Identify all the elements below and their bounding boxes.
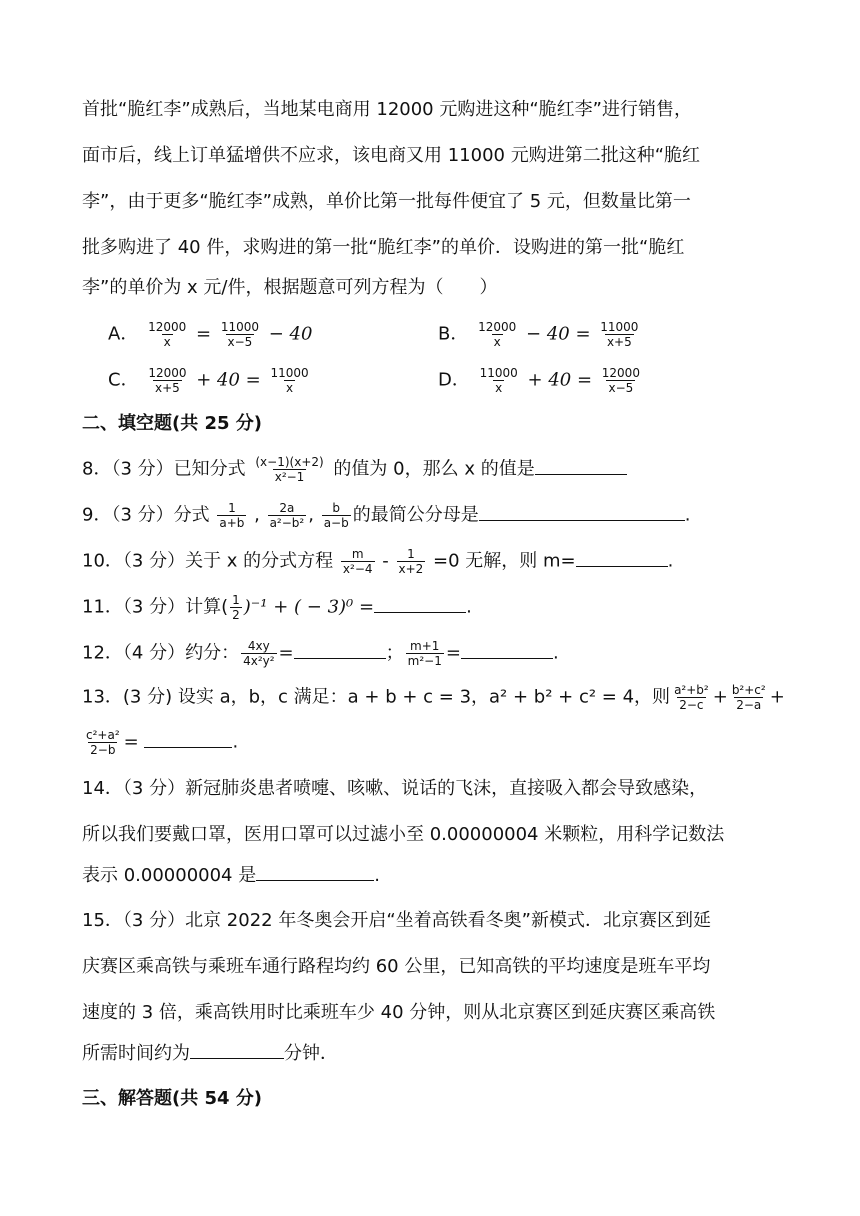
option-b-label: B． [438,323,469,345]
question-15-line-3: 速度的 3 倍，乘高铁用时比乘班车少 40 分钟，则从北京赛区到延庆赛区乘高铁 [82,1002,716,1023]
option-a-fraction-2: $\frac{11000}{x-5}$ [220,320,259,349]
option-c-label: C． [108,369,139,391]
question-15-line-1: 15．（3 分）北京 2022 年冬奥会开启“坐着高铁看冬奥”新模式．北京赛区到延 [82,910,711,931]
intro-line-4: 批多购进了 40 件，求购进的第一批“脆红李”的单价．设购进的第一批“脆红 [82,237,685,258]
intro-line-1: 首批“脆红李”成熟后，当地某电商用 12000 元购进这种“脆红李”进行销售， [82,99,693,120]
section-2-heading: 二、填空题(共 25 分) [82,413,263,434]
question-13: 13．(3 分) 设实 a，b，c 满足：a + b + c = 3，a² + b² + c² = 4，则 $\frac{\text{a²+b²}}{2-c}$ + $\frac{\text{b²+c²}}{2-a}$ + [82,683,785,712]
option-b[interactable] [438,320,642,349]
question-15-line-4: 所需时间约为 分钟． [82,1040,338,1067]
q10-answer-blank[interactable] [576,548,668,567]
option-c-mid: + 40 = [196,369,261,391]
question-8: 8．（3 分）已知分式 $\frac{(x-1)(x+2)}{\text{x²−1}}$ 的值为 0，那么 x 的值是 [82,455,627,484]
option-a-tail: − 40 [268,323,313,345]
question-11: 11．（3 分）计算( $\frac{1}{2}$ )⁻¹ + ( − 3)⁰ = . [82,593,472,622]
q13-answer-blank[interactable] [144,729,232,748]
question-9: 9．（3 分）分式 $\frac{1}{a+b}$ , $\frac{2a}{\text{a²−b²}}$ , $\frac{b}{a-b}$ 的最简公分母是 . [82,501,691,530]
q14-answer-blank[interactable] [256,862,374,881]
q8-answer-blank[interactable] [535,456,627,475]
intro-line-5: 李”的单价为 x 元/件，根据题意可列方程为（ ） [82,277,498,298]
option-a-label: A． [108,323,139,345]
q9-answer-blank[interactable] [479,502,685,521]
q15-answer-blank[interactable] [190,1040,284,1059]
option-d-fraction-2: $\frac{12000}{x-5}$ [601,366,640,395]
option-d-mid: + 40 = [527,369,593,391]
question-10: 10．（3 分）关于 x 的分式方程 $\frac{m}{\text{x²−4}}$ - $\frac{1}{x+2}$ =0 无解，则 m= . [82,547,674,576]
question-14-line-3: 表示 0.00000004 是 . [82,862,380,889]
q12-answer-blank-1[interactable] [294,640,386,659]
q11-answer-blank[interactable] [374,594,466,613]
option-a-equals: = [195,323,212,345]
option-d-label: D． [438,369,470,391]
q12-answer-blank-2[interactable] [461,640,553,659]
section-3-heading: 三、解答题(共 54 分) [82,1088,263,1109]
question-15-line-2: 庆赛区乘高铁与乘班车通行路程均约 60 公里，已知高铁的平均速度是班车平均 [82,956,711,977]
intro-line-2: 面市后，线上订单猛增供不应求，该电商又用 11000 元购进第二批这种“脆红 [82,145,701,166]
question-14-line-2: 所以我们要戴口罩，医用口罩可以过滤小至 0.00000004 米颗粒，用科学记数法 [82,824,725,845]
option-a-fraction-1: $\frac{12000}{x}$ [148,320,187,349]
q8-fraction: $\frac{(x-1)(x+2)}{\text{x²−1}}$ [255,455,324,484]
option-c-fraction-2: $\frac{11000}{x}$ [270,366,309,395]
option-d[interactable] [438,366,644,395]
question-13-continued: $\frac{\text{c²+a²}}{2-b}$ = . [86,728,239,757]
option-c-fraction-1: $\frac{12000}{x+5}$ [148,366,187,395]
option-b-fraction-1: $\frac{12000}{x}$ [478,320,517,349]
option-c[interactable] [108,366,313,395]
intro-line-3: 李”，由于更多“脆红李”成熟，单价比第一批每件便宜了 5 元，但数量比第一 [82,191,691,212]
question-14-line-1: 14．（3 分）新冠肺炎患者喷嚏、咳嗽、说话的飞沫，直接吸入都会导致感染， [82,778,708,799]
option-d-fraction-1: $\frac{11000}{x}$ [479,366,518,395]
option-b-mid: − 40 = [526,323,591,345]
question-12: 12．（4 分）约分： $\frac{4xy}{\text{4x²y²}}$ = ； $\frac{m+1}{\text{m²−1}}$ = . [82,639,559,668]
option-b-fraction-2: $\frac{11000}{x+5}$ [600,320,639,349]
option-a[interactable] [108,320,312,349]
